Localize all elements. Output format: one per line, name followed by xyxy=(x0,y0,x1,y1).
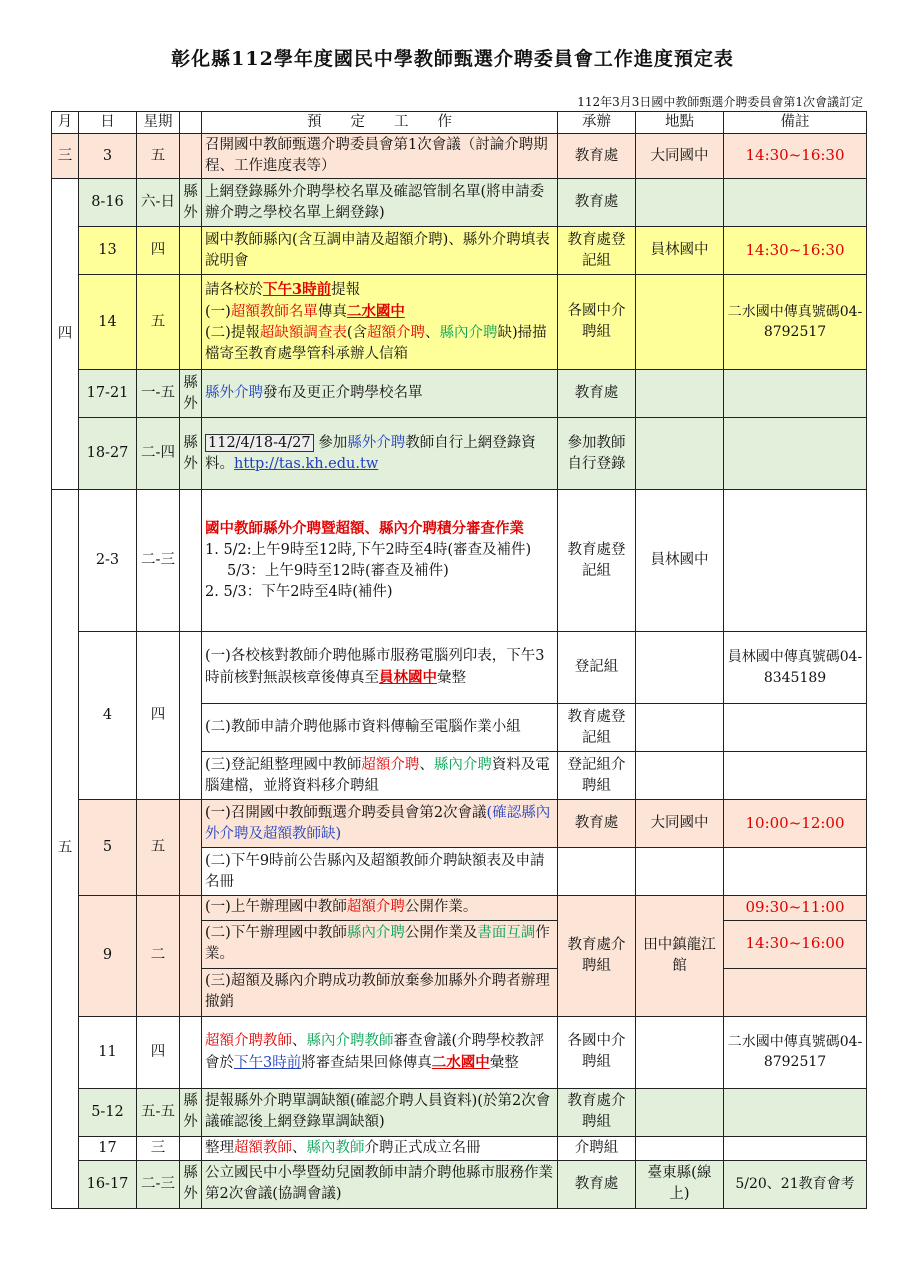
day-cell: 18-27 xyxy=(79,418,137,490)
schedule-table xyxy=(51,111,867,1209)
week-cell: 一-五 xyxy=(137,370,180,418)
task-cell: 召開國中教師甄選介聘委員會第1次會議（討論介聘期程、工作進度表等） xyxy=(202,134,558,179)
week-cell: 五 xyxy=(137,134,180,179)
task-cell: (二)教師申請介聘他縣市資料傳輸至電腦作業小組 xyxy=(202,704,558,752)
table-header xyxy=(52,112,867,134)
owner-cell: 教育處介聘組 xyxy=(558,896,636,1017)
header-place: 地點 xyxy=(636,112,724,134)
week-cell: 四 xyxy=(137,632,180,800)
place-cell: 員林國中 xyxy=(636,227,724,275)
page-title: 彰化縣112學年度國民中學教師甄選介聘委員會工作進度預定表 xyxy=(171,48,734,70)
task-cell: 公立國民中小學暨幼兒園教師申請介聘他縣市服務作業第2次會議(協調會議) xyxy=(202,1160,558,1208)
table-row xyxy=(52,227,867,275)
table-row xyxy=(52,418,867,490)
day-cell: 13 xyxy=(79,227,137,275)
place-cell: 大同國中 xyxy=(636,134,724,179)
note-cell: 14:30~16:30 xyxy=(724,134,867,179)
flag-cell: 縣外 xyxy=(180,1160,202,1208)
owner-cell: 教育處 xyxy=(558,134,636,179)
note-cell: 5/20、21教育會考 xyxy=(724,1160,867,1208)
note-cell: 10:00~12:00 xyxy=(724,800,867,848)
week-cell: 二-三 xyxy=(137,490,180,632)
owner-cell: 教育處登記組 xyxy=(558,704,636,752)
day-cell: 9 xyxy=(79,896,137,1017)
owner-cell: 各國中介聘組 xyxy=(558,1016,636,1088)
place-cell: 大同國中 xyxy=(636,800,724,848)
day-cell: 17-21 xyxy=(79,370,137,418)
owner-cell: 教育處 xyxy=(558,800,636,848)
owner-cell: 教育處介聘組 xyxy=(558,1088,636,1136)
note-cell: 14:30~16:30 xyxy=(724,227,867,275)
task-cell: 國中教師縣內(含互調申請及超額介聘)、縣外介聘填表說明會 xyxy=(202,227,558,275)
task-cell: 上網登錄縣外介聘學校名單及確認管制名單(將申請委辦介聘之學校名單上網登錄) xyxy=(202,179,558,227)
task-cell: (一)各校核對教師介聘他縣市服務電腦列印表，下午3時前核對無誤核章後傳真至員林國中彙整 xyxy=(202,632,558,704)
task-cell: (三)登記組整理國中教師超額介聘、縣內介聘資料及電腦建檔，並將資料移介聘組 xyxy=(202,752,558,800)
week-cell: 三 xyxy=(137,1136,180,1160)
task-cell: (一)召開國中教師甄選介聘委員會第2次會議(確認縣內外介聘及超額教師缺) xyxy=(202,800,558,848)
week-cell: 四 xyxy=(137,227,180,275)
place-cell: 臺東縣(線上) xyxy=(636,1160,724,1208)
header-day: 日 xyxy=(79,112,137,134)
day-cell: 8-16 xyxy=(79,179,137,227)
owner-cell: 教育處登記組 xyxy=(558,227,636,275)
week-cell: 四 xyxy=(137,1016,180,1088)
flag-cell: 縣外 xyxy=(180,370,202,418)
table-row xyxy=(52,632,867,704)
header-task: 預 定 工 作 xyxy=(202,112,558,134)
task-cell: (一)上午辦理國中教師超額介聘公開作業。 xyxy=(202,896,558,921)
day-cell: 14 xyxy=(79,275,137,370)
task-cell: 整理超額教師、縣內教師介聘正式成立名冊 xyxy=(202,1136,558,1160)
subtitle: 112年3月3日國中教師甄選介聘委員會第1次會議訂定 xyxy=(577,95,863,109)
month-cell: 三 xyxy=(52,134,79,179)
table-row xyxy=(52,800,867,848)
task-cell: (二)下午辦理國中教師縣內介聘公開作業及書面互調作業。 xyxy=(202,920,558,968)
week-cell: 二-三 xyxy=(137,1160,180,1208)
table-row xyxy=(52,275,867,370)
table-row xyxy=(52,370,867,418)
table-row xyxy=(52,490,867,632)
note-cell: 09:30~11:00 xyxy=(724,896,867,921)
task-cell: 提報縣外介聘單調缺額(確認介聘人員資料)(於第2次會議確認後上網登錄單調缺額) xyxy=(202,1088,558,1136)
owner-cell: 參加教師自行登錄 xyxy=(558,418,636,490)
table-row xyxy=(52,1016,867,1088)
place-cell: 田中鎮龍江館 xyxy=(636,896,724,1017)
day-cell: 5 xyxy=(79,800,137,896)
table-row xyxy=(52,1136,867,1160)
table-row xyxy=(52,1160,867,1208)
week-cell: 五 xyxy=(137,275,180,370)
task-cell: (二)下午9時前公告縣內及超額教師介聘缺額表及申請名冊 xyxy=(202,848,558,896)
tas-link[interactable]: http://tas.kh.edu.tw xyxy=(234,455,379,472)
task-cell: 國中教師縣外介聘暨超額、縣內介聘積分審查作業 1. 5/2:上午9時至12時,下午2時至4時(審查及補件) 5/3：上午9時至12時(審查及補件) 2. 5/3：下午2時至4時(補件) xyxy=(202,490,558,632)
note-cell: 二水國中傳真號碼04-8792517 xyxy=(724,275,867,370)
table-row xyxy=(52,1088,867,1136)
table-row xyxy=(52,896,867,921)
note-cell: 員林國中傳真號碼04-8345189 xyxy=(724,632,867,704)
owner-cell: 教育處 xyxy=(558,370,636,418)
task-cell: 請各校於下午3時前提報 (一)超額教師名單傳真二水國中 (二)提報超缺額調查表(含超額介聘、縣內介聘缺)掃描檔寄至教育處學管科承辦人信箱 xyxy=(202,275,558,370)
task-cell: 縣外介聘發布及更正介聘學校名單 xyxy=(202,370,558,418)
task-cell: (三)超額及縣內介聘成功教師放棄參加縣外介聘者辦理撤銷 xyxy=(202,968,558,1016)
owner-cell: 教育處 xyxy=(558,179,636,227)
day-cell: 11 xyxy=(79,1016,137,1088)
week-cell: 五 xyxy=(137,800,180,896)
day-cell: 17 xyxy=(79,1136,137,1160)
owner-cell: 教育處登記組 xyxy=(558,490,636,632)
week-cell: 二-四 xyxy=(137,418,180,490)
note-cell: 二水國中傳真號碼04-8792517 xyxy=(724,1016,867,1088)
task-cell: 超額介聘教師、縣內介聘教師審查會議(介聘學校教評會於下午3時前將審查結果回條傳真二水國中彙整 xyxy=(202,1016,558,1088)
task-cell: 112/4/18-4/27 參加縣外介聘教師自行上網登錄資料。http://tas.kh.edu.tw xyxy=(202,418,558,490)
month-cell: 四 xyxy=(52,179,79,490)
owner-cell: 各國中介聘組 xyxy=(558,275,636,370)
flag-cell: 縣外 xyxy=(180,1088,202,1136)
day-cell: 5-12 xyxy=(79,1088,137,1136)
owner-cell: 登記組 xyxy=(558,632,636,704)
week-cell: 六-日 xyxy=(137,179,180,227)
place-cell: 員林國中 xyxy=(636,490,724,632)
header-month: 月 xyxy=(52,112,79,134)
table-row xyxy=(52,134,867,179)
header-week: 星期 xyxy=(137,112,180,134)
flag-cell: 縣外 xyxy=(180,418,202,490)
header-note: 備註 xyxy=(724,112,867,134)
owner-cell: 登記組介聘組 xyxy=(558,752,636,800)
owner-cell: 教育處 xyxy=(558,1160,636,1208)
day-cell: 4 xyxy=(79,632,137,800)
note-cell: 14:30~16:00 xyxy=(724,920,867,968)
owner-cell: 介聘組 xyxy=(558,1136,636,1160)
week-cell: 二 xyxy=(137,896,180,1017)
day-cell: 2-3 xyxy=(79,490,137,632)
table-row xyxy=(52,179,867,227)
header-owner: 承辦 xyxy=(558,112,636,134)
week-cell: 五-五 xyxy=(137,1088,180,1136)
day-cell: 16-17 xyxy=(79,1160,137,1208)
month-cell: 五 xyxy=(52,490,79,1209)
flag-cell: 縣外 xyxy=(180,179,202,227)
day-cell: 3 xyxy=(79,134,137,179)
